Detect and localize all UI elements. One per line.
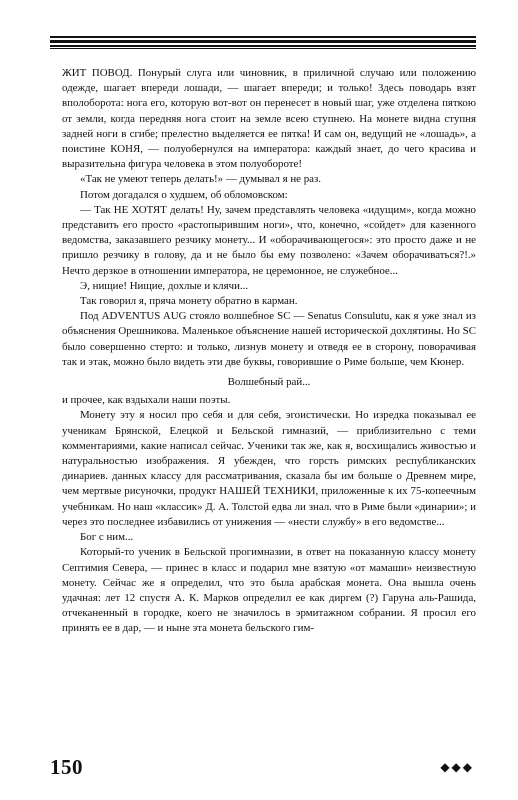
header-rule-band: [50, 48, 476, 49]
page-number: 150: [50, 755, 83, 779]
header-rule-band: [50, 40, 476, 43]
ornament-diamonds-icon: ◆◆◆: [440, 760, 474, 774]
paragraph: Под ADVENTUS AUG стояло волшебное SC — Senatus Consulutu, как я уже знал из объяснения Орешникова. Маленькое объяснение нашей исторической дохлятины. Но SC было совершенно стерто: и только, лизнув монету и отведя ее в сторону, поворачивая так и этак, можно было видеть эти две буквы, говорившие о Риме больше, чем Кюнер.: [62, 310, 476, 368]
paragraph: Монету эту я носил про себя и для себя, эгоистически. Но изредка показывал ее ученикам Брянской, Елецкой и Бельской гимназий, — приблизительно с теми комментариями, какие написал сейчас. Ученики так же, как я, восхищались живостью и натуральностью изображения. Я убежден, что горсть римских республиканских динариев. данных классу для рассматривания, сказала бы им больше о Древнем мире, чем мертвые рисуночки, продукт НАШЕЙ ТЕХНИКИ, приложенные к их 75-копеечным учебникам. Но наш «классик» Д. А. Толстой едва ли знал. что в Риме были «динарии»; и через это последнее избавились от унижения — «нести службу» в его ведомстве...: [62, 409, 476, 528]
paragraph: Потом догадался о худшем, об обломовском:: [80, 188, 288, 201]
paragraph: Который-то ученик в Бельской прогимназии, в ответ на показанную классу монету Септимия Севера, — принес в класс и подарил мне взятую «от мамаши» неизвестную монету. Сейчас же я определил, что это была арабская монета. Она вышла очень удачная: лет 12 спустя А. К. Марков определил ее как диргем (?) Гаруна аль-Рашида, отчеканенный в городке, коего не значилось в эрмитажном собрании. Я просил его принять ее в дар, — и ныне эта монета бельского гим-: [62, 546, 476, 635]
paragraph: ЖИТ ПОВОД. Понурый слуга или чиновник, в приличной случаю или положению одежде, шагает впереди лошади, — шагает впереди; и только! Здесь поводарь взят вполоборота: нога его, которую вот-вот он перенесет в новый шаг, уже отделена пяткою от земли, когда передняя нога стоит на земле всею ступнею. На монете видна ступня задней ноги в сгибе; прелестно выделяется ее пятка! И сам он, ведущий не «лошадь», а поистине КОНЯ, — полуобернулся на императора: каждый знает, до чего красива и выразительна фигура человека в этом полуобороте!: [62, 67, 476, 171]
paragraph: Так говорил я, пряча монету обратно в карман.: [80, 295, 298, 308]
header-rule: [50, 36, 476, 49]
paragraph: «Так не умеют теперь делать!» — думывал я не раз.: [80, 173, 322, 186]
section-epigraph: Волшебный рай...: [227, 376, 311, 389]
header-rule-band: [50, 45, 476, 47]
paragraph: — Так НЕ ХОТЯТ делать! Ну, зачем представлять человека «идущим», когда можно представить его просто «растопырившим ноги», что, конечно, «сойдет» для казенного ведомства, заказавшего резчику монету... И «оборачивающегося»: это просто даже и не пришло резчику в голову, да и не было бы ему позволено: «Зачем оборачиваться?!.» Нечто дерзкое в отношении императора, не церемонное, не служебное...: [62, 203, 476, 277]
body-text: [62, 66, 476, 637]
header-rule-band: [50, 36, 476, 38]
paragraph: Бог с ним...: [80, 531, 134, 544]
paragraph: и прочее, как вздыхали наши поэты.: [62, 394, 231, 407]
paragraph: Э, нищие! Нищие, дохлые и клячи...: [80, 279, 249, 292]
